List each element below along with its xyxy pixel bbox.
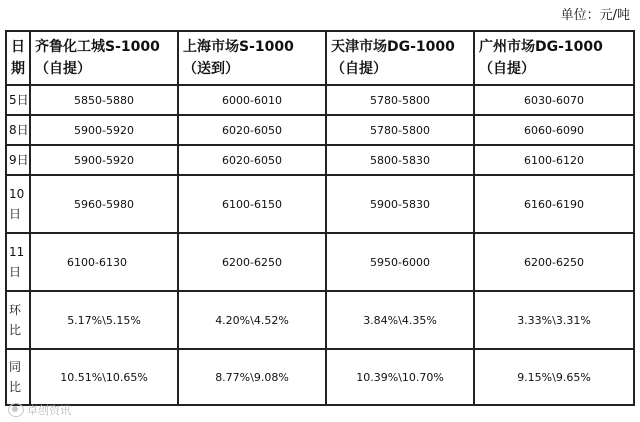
row-label-line: 比 <box>9 380 22 394</box>
cell-value: 4.20%\4.52% <box>178 291 326 349</box>
cell-value: 6020-6050 <box>178 115 326 145</box>
cell-value: 5850-5880 <box>30 85 178 115</box>
cell-value: 6200-6250 <box>178 233 326 291</box>
row-label <box>6 175 30 233</box>
col-header-guangzhou: 广州市场DG-1000（自提） <box>474 31 634 85</box>
table-row <box>6 145 634 175</box>
col-header-qilu: 齐鲁化工城S-1000（自提） <box>30 31 178 85</box>
table-row <box>6 85 634 115</box>
date-header <box>6 31 30 85</box>
table-row <box>6 349 634 405</box>
row-label-line: 8日 <box>9 123 29 137</box>
cell-value: 6020-6050 <box>178 145 326 175</box>
date-header-line-2: 期 <box>11 61 25 77</box>
row-label-line: 9日 <box>9 153 29 167</box>
row-label-line: 比 <box>9 323 22 337</box>
table-row <box>6 175 634 233</box>
table-row <box>6 233 634 291</box>
cell-value: 6200-6250 <box>474 233 634 291</box>
watermark-logo-icon <box>8 403 24 417</box>
row-label-line: 10 <box>9 187 25 201</box>
cell-value: 6000-6010 <box>178 85 326 115</box>
row-label-line: 11 <box>9 245 25 259</box>
row-label-line: 5日 <box>9 93 29 107</box>
row-label-line: 环 <box>9 303 22 317</box>
row-label <box>6 145 30 175</box>
cell-value: 3.33%\3.31% <box>474 291 634 349</box>
cell-value: 5780-5800 <box>326 115 474 145</box>
cell-value: 5960-5980 <box>30 175 178 233</box>
table-row <box>6 291 634 349</box>
cell-value: 5.17%\5.15% <box>30 291 178 349</box>
price-table <box>5 30 635 406</box>
row-label-line: 同 <box>9 360 22 374</box>
cell-value: 6100-6120 <box>474 145 634 175</box>
row-label-line: 日 <box>9 265 22 279</box>
cell-value: 3.84%\4.35% <box>326 291 474 349</box>
cell-value: 6030-6070 <box>474 85 634 115</box>
cell-value: 5900-5920 <box>30 145 178 175</box>
cell-value: 10.39%\10.70% <box>326 349 474 405</box>
cell-value: 6100-6150 <box>178 175 326 233</box>
col-header-tianjin: 天津市场DG-1000（自提） <box>326 31 474 85</box>
cell-value: 9.15%\9.65% <box>474 349 634 405</box>
watermark <box>8 402 71 418</box>
cell-value: 5950-6000 <box>326 233 474 291</box>
unit-label: 单位：元/吨 <box>560 8 630 23</box>
watermark-text: 卓创资讯 <box>27 404 71 417</box>
cell-value: 5800-5830 <box>326 145 474 175</box>
cell-value: 6060-6090 <box>474 115 634 145</box>
cell-value: 5780-5800 <box>326 85 474 115</box>
table-row <box>6 115 634 145</box>
cell-value: 6160-6190 <box>474 175 634 233</box>
row-label <box>6 115 30 145</box>
cell-value: 10.51%\10.65% <box>30 349 178 405</box>
cell-value: 5900-5920 <box>30 115 178 145</box>
header-row <box>6 31 634 85</box>
row-label <box>6 349 30 405</box>
cell-value: 6100-6130 <box>30 233 178 291</box>
col-header-shanghai: 上海市场S-1000（送到） <box>178 31 326 85</box>
cell-value: 5900-5830 <box>326 175 474 233</box>
row-label <box>6 233 30 291</box>
row-label <box>6 85 30 115</box>
row-label-line: 日 <box>9 207 22 221</box>
row-label <box>6 291 30 349</box>
cell-value: 8.77%\9.08% <box>178 349 326 405</box>
date-header-line-1: 日 <box>11 39 25 55</box>
